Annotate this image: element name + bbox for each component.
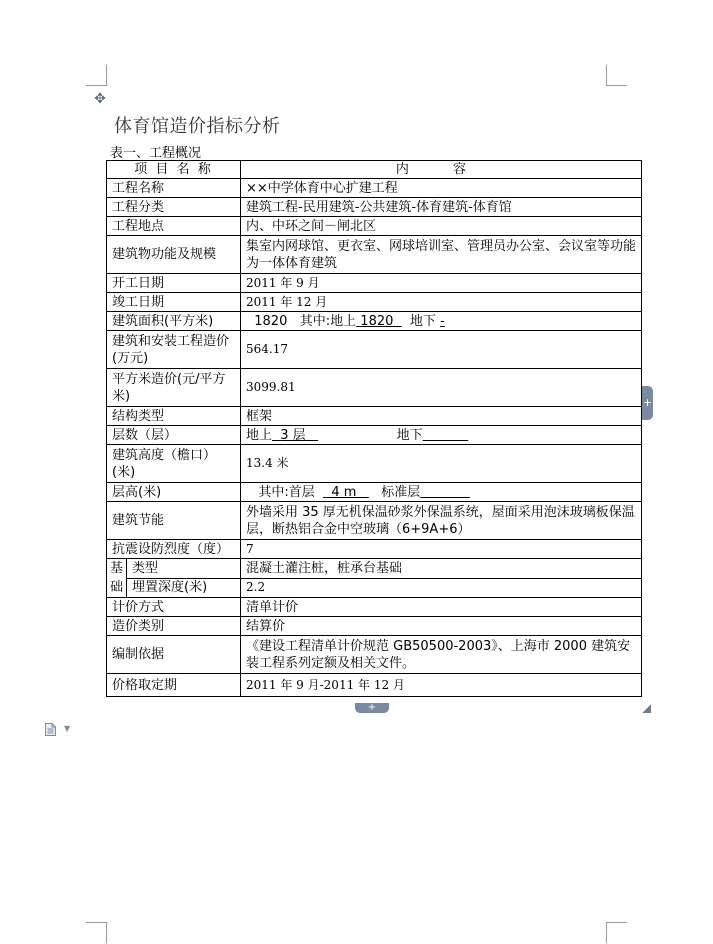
floor-height-mid-label: 其中:首层 xyxy=(258,484,315,500)
row-value[interactable] xyxy=(241,426,642,445)
table-row xyxy=(107,274,642,293)
row-value[interactable]: 13.4 米 xyxy=(241,445,642,483)
row-value[interactable]: 3099.81 xyxy=(241,369,642,407)
crop-mark-top-right xyxy=(606,65,627,86)
area-total: 1820 xyxy=(254,313,288,329)
table-row xyxy=(107,617,642,636)
row-value[interactable]: 建筑工程-民用建筑-公共建筑-体育建筑-体育馆 xyxy=(241,198,642,217)
table-row xyxy=(107,198,642,217)
row-label[interactable]: 竣工日期 xyxy=(107,293,241,312)
table-row xyxy=(107,236,642,274)
row-value[interactable]: 清单计价 xyxy=(241,598,642,617)
table-caption: 表一、工程概况 xyxy=(110,146,202,161)
row-value[interactable]: 2011 年 9 月-2011 年 12 月 xyxy=(241,674,642,697)
row-label[interactable]: 建筑高度（檐口）(米) xyxy=(107,445,241,483)
document-title: 体育馆造价指标分析 xyxy=(114,116,281,137)
row-label[interactable]: 工程名称 xyxy=(107,179,241,198)
table-resize-icon[interactable] xyxy=(642,704,651,713)
row-label[interactable]: 抗震设防烈度（度） xyxy=(107,540,241,559)
row-label[interactable]: 结构类型 xyxy=(107,407,241,426)
floors-below xyxy=(423,428,468,443)
table-row xyxy=(107,598,642,617)
table-row xyxy=(107,331,642,369)
paste-options-icon[interactable] xyxy=(45,723,56,736)
add-row-icon[interactable]: + xyxy=(355,703,389,713)
paste-options-dropdown-icon[interactable]: ▼ xyxy=(64,724,71,733)
row-value[interactable] xyxy=(241,312,642,331)
row-label[interactable]: 造价类别 xyxy=(107,617,241,636)
table-row xyxy=(107,179,642,198)
row-label[interactable]: 层数（层） xyxy=(107,426,241,445)
row-value[interactable]: 结算价 xyxy=(241,617,642,636)
row-value[interactable]: 外墙采用 35 厚无机保温砂浆外保温系统，屋面采用泡沫玻璃板保温层，断热铝合金中空玻璃（6+9A+6） xyxy=(241,502,642,540)
area-below: - xyxy=(440,313,445,329)
row-label[interactable]: 工程地点 xyxy=(107,217,241,236)
row-label[interactable]: 建筑面积(平方米) xyxy=(107,312,241,331)
row-value[interactable]: 564.17 xyxy=(241,331,642,369)
row-label[interactable]: 建筑和安装工程造价(万元) xyxy=(107,331,241,369)
table-row xyxy=(107,559,642,579)
row-value[interactable]: ××中学体育中心扩建工程 xyxy=(241,179,642,198)
area-above: 1820 xyxy=(360,313,394,329)
header-item[interactable]: 项 目 名 称 xyxy=(107,161,241,179)
table-row xyxy=(107,293,642,312)
row-label[interactable]: 计价方式 xyxy=(107,598,241,617)
row-value[interactable]: 集室内网球馆、更衣室、网球培训室、管理员办公室、会议室等功能为一体体育建筑 xyxy=(241,236,642,274)
crop-mark-bottom-left xyxy=(86,922,107,943)
table-row xyxy=(107,540,642,559)
foundation-group-label[interactable]: 基础 xyxy=(107,559,127,598)
table-row xyxy=(107,312,642,331)
row-value[interactable]: 2.2 xyxy=(241,578,642,598)
row-value[interactable]: 7 xyxy=(241,540,642,559)
row-label[interactable]: 层高(米) xyxy=(107,483,241,502)
row-value[interactable]: 2011 年 9 月 xyxy=(241,274,642,293)
floor-height-std-label: 标准层 xyxy=(381,484,421,500)
table-row xyxy=(107,578,642,598)
row-value[interactable] xyxy=(241,483,642,502)
crop-mark-bottom-right xyxy=(606,922,627,943)
row-value[interactable]: 内、中环之间－闸北区 xyxy=(241,217,642,236)
floors-below-label: 地下 xyxy=(396,427,423,443)
table-move-icon[interactable]: ✥ xyxy=(94,91,106,107)
row-label[interactable]: 开工日期 xyxy=(107,274,241,293)
crop-mark-top-left xyxy=(86,65,107,86)
table-row xyxy=(107,502,642,540)
table-row xyxy=(107,636,642,674)
floor-height-std xyxy=(420,485,470,500)
project-overview-table xyxy=(106,160,642,697)
table-header-row xyxy=(107,161,642,179)
row-value[interactable]: 2011 年 12 月 xyxy=(241,293,642,312)
area-mid-label: 其中:地上 xyxy=(299,313,357,329)
table-row xyxy=(107,674,642,697)
table-row xyxy=(107,426,642,445)
row-label[interactable]: 价格取定期 xyxy=(107,674,241,697)
table-row xyxy=(107,369,642,407)
row-value[interactable]: 框架 xyxy=(241,407,642,426)
table-row xyxy=(107,483,642,502)
row-label[interactable]: 建筑节能 xyxy=(107,502,241,540)
row-label[interactable]: 埋置深度(米) xyxy=(127,578,241,598)
table-row xyxy=(107,217,642,236)
table-row xyxy=(107,407,642,426)
floors-above: 3 层 xyxy=(280,427,306,443)
row-label[interactable]: 平方米造价(元/平方米) xyxy=(107,369,241,407)
row-label[interactable]: 编制依据 xyxy=(107,636,241,674)
floors-above-label: 地上 xyxy=(246,427,273,443)
row-label[interactable]: 建筑物功能及规模 xyxy=(107,236,241,274)
row-label[interactable]: 类型 xyxy=(127,559,241,579)
row-value[interactable]: 《建设工程清单计价规范 GB50500-2003》、上海市 2000 建筑安装工程系列定额及相关文件。 xyxy=(241,636,642,674)
table-row xyxy=(107,445,642,483)
row-value[interactable]: 混凝土灌注桩，桩承台基础 xyxy=(241,559,642,579)
add-column-icon[interactable]: + xyxy=(642,386,653,420)
header-content[interactable]: 内 容 xyxy=(241,161,642,179)
row-label[interactable]: 工程分类 xyxy=(107,198,241,217)
floor-height-first: 4 m xyxy=(331,484,357,500)
area-below-label: 地下 xyxy=(409,313,436,329)
